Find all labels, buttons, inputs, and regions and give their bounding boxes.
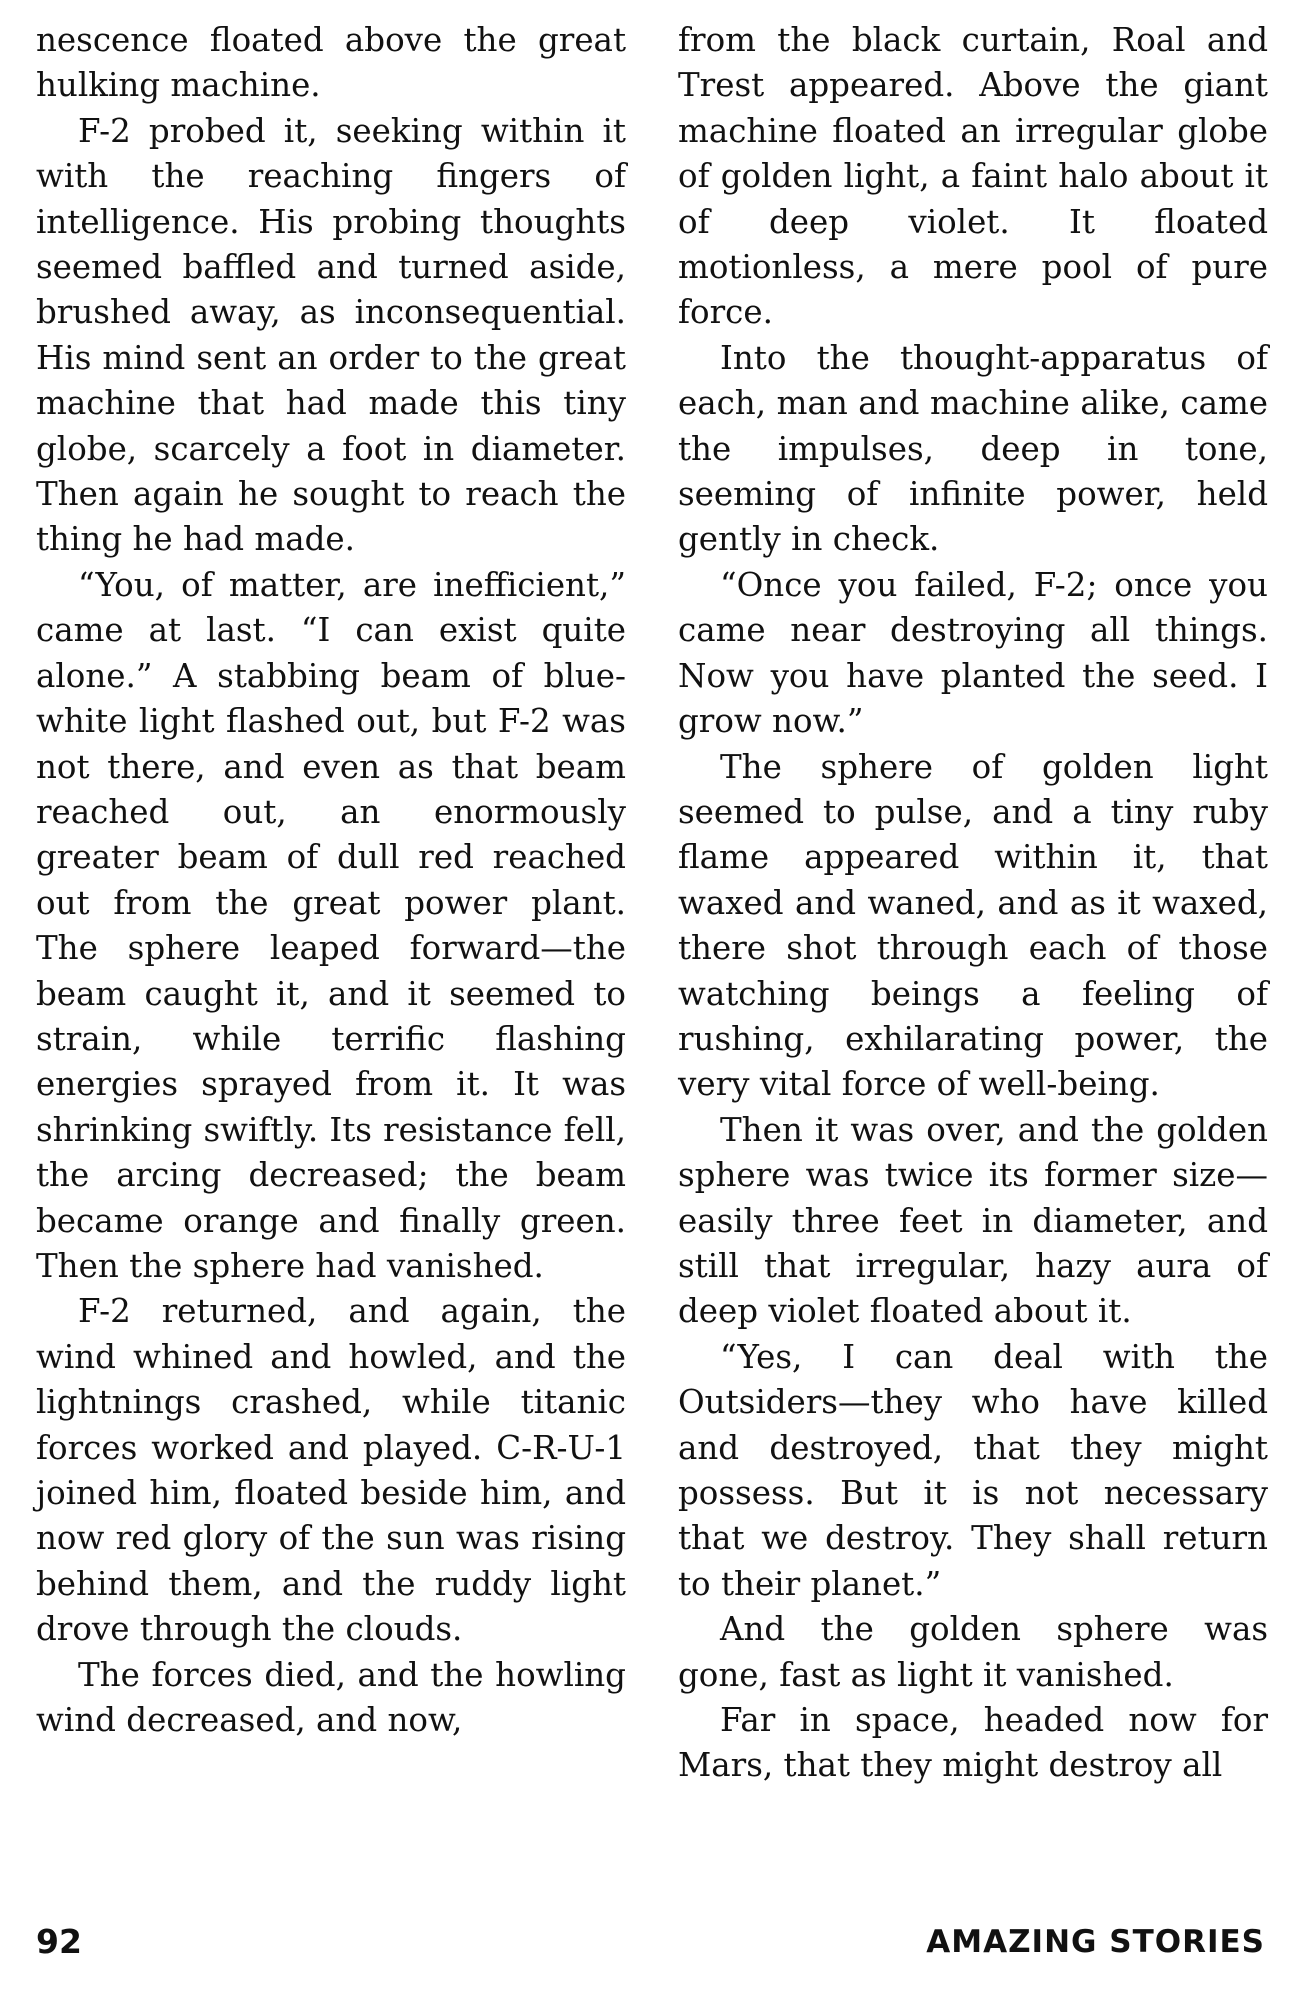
right-column [678, 18, 1268, 1789]
text-columns [36, 18, 1268, 1789]
page-number: 92 [36, 1922, 82, 1961]
magazine-title: AMAZING STORIES [926, 1924, 1265, 1960]
paragraph: nescence floated above the great hulking machine. [36, 21, 626, 105]
paragraph: Then it was over, and the golden sphere was twice its former size—easily three feet in diameter, and still that irregular, hazy aura of deep violet floated about it. [678, 1110, 1268, 1331]
paragraph: “Once you failed, F-2; once you came near destroying all things. Now you have planted the seed. I grow now.” [678, 565, 1268, 741]
paragraph: Into the thought-apparatus of each, man and machine alike, came the impulses, deep in tone, seeming of infinite power, held gently in check. [678, 338, 1268, 559]
paragraph: And the golden sphere was gone, fast as light it vanished. [678, 1610, 1268, 1694]
paragraph: Far in space, headed now for Mars, that they might destroy all [678, 1701, 1268, 1785]
left-column [36, 18, 626, 1789]
paragraph: “Yes, I can deal with the Outsiders—they who have killed and destroyed, that they might possess. But it is not necessary that we destroy. They shall return to their planet.” [678, 1337, 1268, 1603]
paragraph: F-2 returned, and again, the wind whined and howled, and the lightnings crashed, while titanic forces worked and played. C-R-U-1 joined him, floated beside him, and now red glory of the sun was rising behind them, and the ruddy light drove through the clouds. [36, 1292, 626, 1649]
paragraph: The sphere of golden light seemed to pulse, and a tiny ruby flame appeared within it, that waxed and waned, and as it waxed, there shot through each of those watching beings a feeling of rushing, exhilarating power, the very vital force of well-being. [678, 747, 1268, 1104]
paragraph: “You, of matter, are inefficient,” came at last. “I can exist quite alone.” A stabbing beam of blue-white light flashed out, but F-2 was not there, and even as that beam reached out, an enormously greater beam of dull red reached out from the great power plant. The sphere leaped forward—the beam caught it, and it seemed to strain, while terrific flashing energies sprayed from it. It was shrinking swiftly. Its resistance fell, the arcing decreased; the beam became orange and finally green. Then the sphere had vanished. [36, 565, 626, 1285]
paragraph: from the black curtain, Roal and Trest appeared. Above the giant machine floated an irregular globe of golden light, a faint halo about it of deep violet. It floated motionless, a mere pool of pure force. [678, 21, 1268, 332]
paragraph: The forces died, and the howling wind decreased, and now, [36, 1655, 626, 1740]
paragraph: F-2 probed it, seeking within it with the reaching fingers of intelligence. His probing thoughts seemed baffled and turned aside, brushed away, as inconsequential. His mind sent an order to the great machine that had made this tiny globe, scarcely a foot in diameter. Then again he sought to reach the thing he had made. [36, 111, 626, 559]
